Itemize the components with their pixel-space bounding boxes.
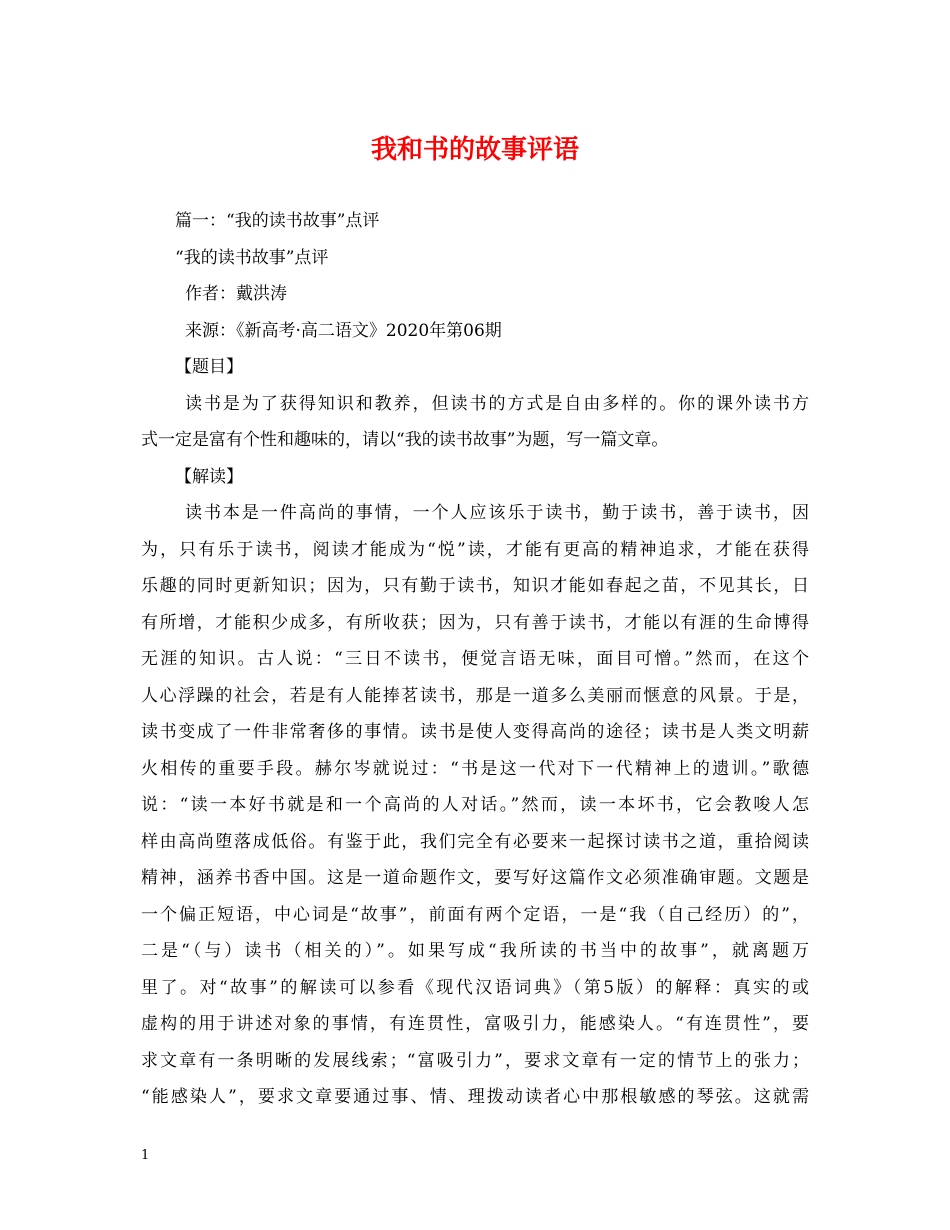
page-number: 1 xyxy=(141,1148,150,1163)
text-line: 来源：《新高考·高二语文》2020年第06期 xyxy=(185,320,502,341)
text-line: 一个偏正短语，中心词是“故事”，前面有两个定语，一是“我（自己经历）的”， xyxy=(141,904,809,925)
text-line: 人心浮躁的社会，若是有人能捧茗读书，那是一道多么美丽而惬意的风景。于是， xyxy=(141,685,809,706)
text-line: 为，只有乐于读书，阅读才能成为“悦”读，才能有更高的精神追求，才能在获得 xyxy=(141,539,809,560)
text-line: 有所增，才能积少成多，有所收获；因为，只有善于读书，才能以有涯的生命博得 xyxy=(141,612,809,633)
text-line: 【解读】 xyxy=(175,466,243,487)
text-line: “能感染人”，要求文章要通过事、情、理拨动读者心中那根敏感的琴弦。这就需 xyxy=(141,1087,809,1107)
text-line: 式一定是富有个性和趣味的，请以“我的读书故事”为题，写一篇文章。 xyxy=(141,430,669,450)
text-line: 篇一：“我的读书故事”点评 xyxy=(175,211,380,231)
text-line: 求文章有一条明晰的发展线索；“富吸引力”，要求文章有一定的情节上的张力； xyxy=(141,1050,809,1071)
text-line: 读书是为了获得知识和教养，但读书的方式是自由多样的。你的课外读书方 xyxy=(185,393,809,414)
text-line: “我的读书故事”点评 xyxy=(175,247,329,268)
text-line: 虚构的用于讲述对象的事情，有连贯性，富吸引力，能感染人。“有连贯性”，要 xyxy=(141,1014,809,1034)
text-line: 【题目】 xyxy=(175,357,243,377)
text-line: 无涯的知识。古人说：“三日不读书，便觉言语无味，面目可憎。”然而，在这个 xyxy=(141,649,809,669)
text-line: 里了。对“故事”的解读可以参看《现代汉语词典》（第5版）的解释：真实的或 xyxy=(141,977,809,998)
text-line: 二是“（与）读书（相关的）”。如果写成“我所读的书当中的故事”，就离题万 xyxy=(141,941,809,961)
text-line: 作者：戴洪涛 xyxy=(185,284,287,304)
document-title: 我和书的故事评语 xyxy=(370,135,579,165)
text-line: 火相传的重要手段。赫尔岑就说过：“书是这一代对下一代精神上的遗训。”歌德 xyxy=(141,758,809,779)
text-line: 读书本是一件高尚的事情，一个人应该乐于读书，勤于读书，善于读书，因 xyxy=(185,503,809,523)
text-line: 样由高尚堕落成低俗。有鉴于此，我们完全有必要来一起探讨读书之道，重拾阅读 xyxy=(141,831,809,852)
text-line: 乐趣的同时更新知识；因为，只有勤于读书，知识才能如春起之苗，不见其长，日 xyxy=(141,576,809,596)
text-line: 说：“读一本好书就是和一个高尚的人对话。”然而，读一本坏书，它会教唆人怎 xyxy=(141,795,809,815)
text-line: 精神，涵养书香中国。这是一道命题作文，要写好这篇作文必须准确审题。文题是 xyxy=(141,868,809,888)
document-body xyxy=(141,203,809,1116)
text-line: 读书变成了一件非常奢侈的事情。读书是使人变得高尚的途径；读书是人类文明薪 xyxy=(141,722,809,742)
